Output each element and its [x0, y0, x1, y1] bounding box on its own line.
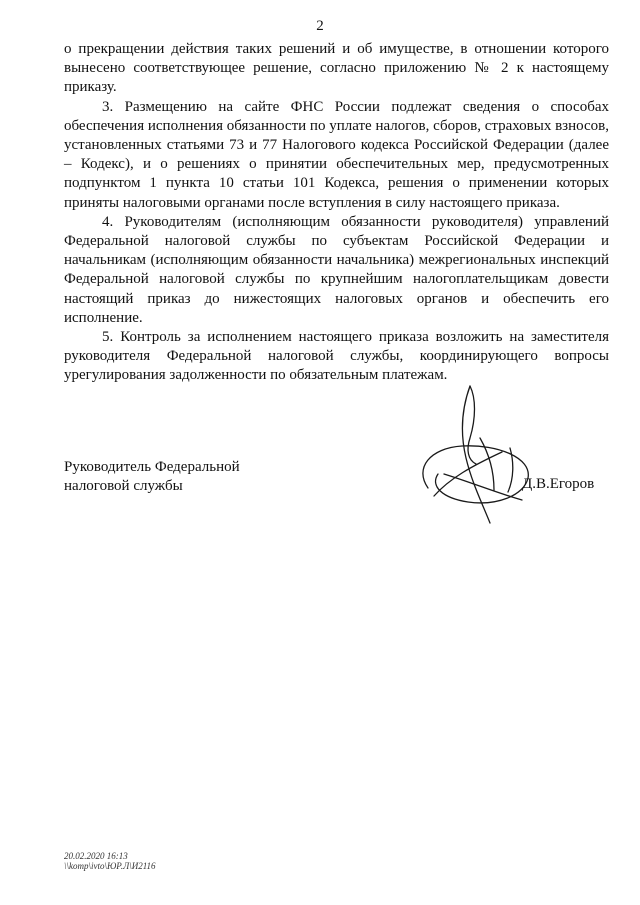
paragraph-4: 4. Руководителям (исполняющим обязанности руководителя) управлений Федеральной налоговой службы по субъектам Российской Федерации и начальникам (исполняющим обязанности начальника) межрегиональных инспекций Федеральной налоговой службы по крупнейшим налогоплательщикам довести настоящий приказ до нижестоящих налоговых органов и обеспечить его исполнение. — [64, 213, 609, 326]
document-body — [64, 40, 609, 386]
footer-stamp — [64, 851, 156, 871]
footer-timestamp: 20.02.2020 16:13 — [64, 851, 128, 861]
signer-title: Руководитель Федеральной налоговой службы — [64, 459, 240, 495]
paragraph-5: 5. Контроль за исполнением настоящего приказа возложить на заместителя руководителя Федеральной налоговой службы, координирующего вопросы урегулирования задолженности по обязательным платежам. — [64, 329, 609, 384]
page-number: 2 — [316, 18, 324, 34]
paragraph-continuation: о прекращении действия таких решений и об имуществе, в отношении которого вынесено соответствующее решение, согласно приложению № 2 к настоящему приказу. — [64, 41, 609, 96]
handwritten-signature — [410, 378, 550, 528]
signer-name: Д.В.Егоров — [522, 476, 595, 492]
footer-file-reference: \\komp\ivto\ЮР.Л\И2116 — [64, 861, 156, 871]
paragraph-3: 3. Размещению на сайте ФНС России подлежат сведения о способах обеспечения исполнения обязанности по уплате налогов, сборов, страховых взносов, установленных статьями 73 и 77 Налогового кодекса Российской Федерации (далее – Кодекс), и о решениях о принятии обеспечительных мер, предусмотренных подпунктом 1 пункта 10 статьи 101 Кодекса, решения о применении которых приняты налоговыми органами после вступления в силу настоящего приказа. — [64, 98, 609, 211]
